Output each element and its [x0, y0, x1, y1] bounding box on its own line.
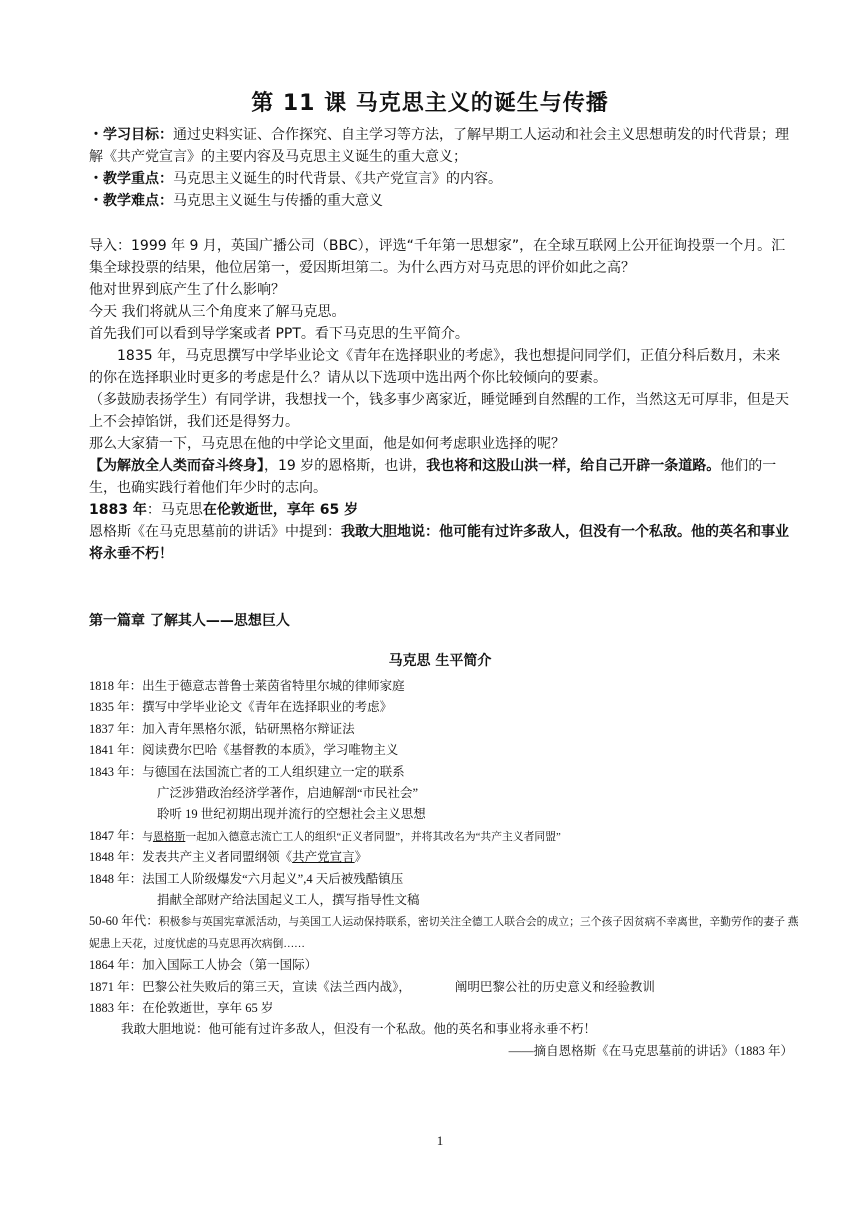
intro-paragraph: 1835 年，马克思撰写中学毕业论文《青年在选择职业的考虑》，我也想提问同学们，正值分科后数月，未来的你在选择职业时更多的考虑是什么？请从以下选项中选出两个你比较倾向的要素。 [89, 348, 781, 386]
key-point-line [89, 168, 791, 190]
key-point-label: ・教学重点： [89, 171, 173, 187]
timeline-row: 1841 年：阅读费尔巴哈《基督教的本质》，学习唯物主义 [89, 743, 399, 758]
key-point-text: 马克思主义诞生的时代背景、《共产党宣言》的内容。 [173, 171, 502, 187]
chapter-heading: 第一篇章 了解其人——思想巨人 [89, 613, 290, 629]
timeline-row: 1848 年：法国工人阶级爆发“六月起义”,4 天后被残酷镇压 [89, 871, 404, 886]
text-run: 他们的一生，也确实践行着他们年少时的志向。 [89, 458, 777, 496]
biography-timeline [89, 676, 799, 1062]
bold-phrase: 在伦敦逝世，享年 65 岁 [202, 502, 359, 518]
intro-paragraph: 导入：1999 年 9 月，英国广播公司（BBC），评选“千年第一思想家”，在全球互联网上公开征询投票一个月。汇集全球投票的结果，他位居第一，爱因斯坦第二。为什么西方对马克思的评价如此之高？ [89, 238, 786, 276]
intro-paragraph: 那么大家猜一下，马克思在他的中学论文里面，他是如何考虑职业选择的呢？ [89, 436, 565, 452]
difficulty-text: 马克思主义诞生与传播的重大意义 [173, 193, 383, 209]
intro-paragraph [89, 521, 791, 565]
year-label: 50-60 年代： [89, 914, 159, 929]
page-number: 1 [436, 1133, 444, 1148]
introduction [89, 235, 791, 565]
lesson-title: 第 11 课 马克思主义的诞生与传播 [251, 91, 609, 116]
goal-label: ・学习目标： [89, 127, 173, 143]
engels-quote: 我敢大胆地说：他可能有过许多敌人，但没有一个私敌。他的英名和事业将永垂不朽！ [121, 1022, 597, 1037]
text-run [142, 831, 561, 843]
timeline-row: 1843 年：与德国在法国流亡者的工人组织建立一定的联系 [89, 764, 405, 779]
bold-phrase: 我敢大胆地说：他可能有过许多敌人，但没有一个私敌。他的英名和事业将永垂不朽！ [89, 524, 789, 562]
difficulty-line [89, 190, 791, 212]
text-run: 一起加入德意志流亡工人的组织“正义者同盟”，并将其改名为“共产主义者同盟” [185, 830, 561, 843]
timeline-row [89, 977, 799, 998]
bold-phrase: 1883 年 [89, 502, 147, 518]
underlined-name: 恩格斯 [152, 830, 186, 843]
timeline-row: 1864 年：加入国际工人协会（第一国际） [89, 958, 318, 973]
timeline-row: 1883 年：在伦敦逝世，享年 65 岁 [89, 1000, 274, 1015]
bold-phrase: 我也将和这股山洪一样，给自己开辟一条道路。 [426, 458, 721, 474]
timeline-row: 1818 年：出生于德意志普鲁士莱茵省特里尔城的律师家庭 [89, 679, 405, 693]
quote-source: ——摘自恩格斯《在马克思墓前的讲话》（1883 年） [508, 1043, 793, 1058]
goal-line [89, 124, 791, 168]
text-run: 恩格斯《在马克思墓前的讲话》中提到： [89, 524, 341, 540]
intro-paragraph: 今天 我们将就从三个角度来了解马克思。 [89, 304, 346, 320]
year-label: 1847 年： [89, 828, 143, 843]
timeline-row [89, 911, 799, 955]
text-run: ，19 岁的恩格斯，也讲， [264, 458, 427, 474]
timeline-row: 1835 年：撰写中学毕业论文《青年在选择职业的考虑》 [89, 700, 393, 715]
underlined-title: 共产党宣言 [292, 850, 355, 865]
timeline-subrow: 聆听 19 世纪初期出现并流行的空想社会主义思想 [157, 807, 426, 822]
timeline-subrow: 广泛涉猎政治经济学著作，启迪解剖“市民社会” [157, 785, 419, 800]
text-run: 积极参与英国宪章派活动，与美国工人运动保持联系，密切关注全德工人联合会的成立；三个孩子因贫病不幸离世，辛勤劳作的妻子 燕妮患上天花，过度忧虑的马克思再次病倒…… [89, 916, 799, 950]
text-run: ：马克思 [146, 502, 203, 518]
goal-text: 通过史料实证、合作探究、自主学习等方法，了解早期工人运动和社会主义思想萌发的时代背景；理解《共产党宣言》的主要内容及马克思主义诞生的重大意义； [89, 127, 789, 165]
intro-paragraph: 首先我们可以看到导学案或者 PPT。看下马克思的生平简介。 [89, 326, 469, 342]
text-run: 1871 年：巴黎公社失败后的第三天，宣读《法兰西内战》， [89, 979, 411, 994]
text-run: 阐明巴黎公社的历史意义和经验教训 [454, 979, 655, 994]
bold-phrase: 【为解放全人类而奋斗终身】 [89, 458, 264, 474]
timeline-subtitle: 马克思 生平简介 [388, 653, 492, 669]
intro-paragraph [89, 499, 791, 521]
text-run: 》 [354, 850, 368, 865]
text-run: 与 [142, 830, 153, 843]
intro-paragraph [89, 455, 791, 499]
timeline-row [89, 847, 799, 868]
timeline-row [89, 826, 799, 847]
intro-paragraph: 他对世界到底产生了什么影响？ [89, 282, 285, 298]
text-run: 1848 年：发表共产主义者同盟纲领《 [89, 850, 293, 865]
timeline-row: 1837 年：加入青年黑格尔派，钻研黑格尔辩证法 [89, 721, 355, 736]
learning-objectives [89, 124, 791, 212]
difficulty-label: ・教学难点： [89, 193, 173, 209]
intro-paragraph: （多鼓励表扬学生）有同学讲，我想找一个，钱多事少离家近，睡觉睡到自然醒的工作，当然这无可厚非，但是天上不会掉馅饼，我们还是得努力。 [89, 392, 789, 430]
timeline-subrow: 捐献全部财产给法国起义工人，撰写指导性文稿 [157, 892, 420, 907]
